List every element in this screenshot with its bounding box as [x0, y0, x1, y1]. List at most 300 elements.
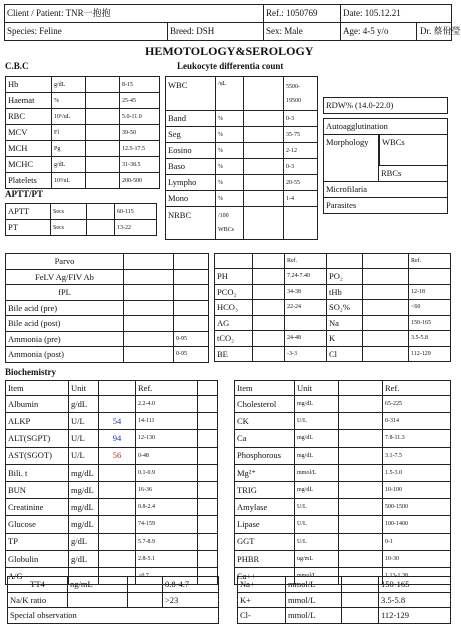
serology-ref: [174, 300, 209, 316]
gas-value-left: [253, 346, 285, 362]
serology-ref: [174, 285, 209, 301]
cbc-row: [6, 141, 160, 157]
leuko-value: [244, 143, 284, 159]
leuko-row: [166, 175, 318, 191]
electrolyte-table: [237, 576, 451, 624]
leuko-row: [166, 159, 318, 175]
biochem-right-item-header: Item: [235, 381, 295, 396]
page-title: HEMOTOLOGY&SEROLOGY: [145, 44, 314, 58]
cbc-row: [6, 157, 160, 173]
biochem-flag: [198, 396, 218, 413]
biochem-row: [235, 413, 451, 430]
thyroid-value: [128, 577, 163, 593]
gas-ref-header-right: Ref.: [409, 254, 451, 269]
biochem-unit: U/L: [295, 516, 339, 533]
gas-value-right: [363, 346, 409, 362]
biochem-unit: mg/dL: [69, 516, 99, 533]
biochem-value: 56: [99, 447, 136, 464]
gas-item-right: tHb: [327, 284, 363, 300]
cbc-value: [86, 125, 120, 141]
blood-gas-row: [215, 346, 451, 362]
biochem-unit: mg/dL: [295, 481, 339, 498]
cbc-unit: 10³/uL: [52, 173, 86, 189]
cbc-ref: 39-50: [120, 125, 160, 141]
gas-item-right: K: [327, 331, 363, 347]
cbc-value: [86, 173, 120, 189]
aptt-value: [87, 204, 115, 220]
biochem-ref: 0-48: [136, 447, 198, 464]
cbc-ref: 5.0-11.0: [120, 109, 160, 125]
biochem-ref: 0.8-2.4: [136, 499, 198, 516]
biochem-ref: 74-159: [136, 516, 198, 533]
electrolyte-item: K+: [238, 592, 286, 608]
biochem-flag: [198, 499, 218, 516]
gas-ref-right: 112-129: [409, 346, 451, 362]
leuko-ref: 2-12: [284, 143, 318, 159]
serology-row: [6, 300, 209, 316]
electrolyte-ref: 3.5-5.8: [379, 592, 451, 608]
biochem-value: [339, 396, 383, 413]
morphology-table-2: [323, 118, 448, 214]
serology-row: [6, 347, 209, 363]
biochem-item: Amylase: [235, 499, 295, 516]
gas-value-left: [253, 269, 285, 285]
biochem-value: [339, 533, 383, 550]
morphology-wbcs: [379, 135, 448, 166]
gas-item-left: PCO₂: [215, 284, 253, 300]
leuko-unit: %: [216, 159, 244, 175]
thyroid-ref: >23: [163, 592, 219, 608]
serology-item: Bile acid (post): [6, 316, 124, 332]
aptt-label: APTT/PT: [5, 189, 44, 199]
gas-item-left: BE: [215, 346, 253, 362]
gas-item-left: tCO₂: [215, 331, 253, 347]
biochem-value: 54: [99, 413, 136, 430]
parasites: Parasites: [324, 198, 448, 214]
electrolyte-unit: mmol/L: [286, 577, 342, 593]
cbc-value: [86, 141, 120, 157]
biochem-row: [235, 430, 451, 447]
gas-ref-right: 3.5-5.8: [409, 331, 451, 347]
biochem-row: [6, 413, 218, 430]
biochem-unit: mg/dL: [295, 447, 339, 464]
biochem-flag: [198, 430, 218, 447]
cbc-row: [6, 77, 160, 93]
biochem-item: ALT(SGPT): [6, 430, 69, 447]
leuko-value: [244, 127, 284, 143]
electrolyte-row: [238, 592, 451, 608]
biochem-unit: mmol/L: [295, 464, 339, 481]
biochem-row: [6, 447, 218, 464]
blood-gas-row: [215, 300, 451, 316]
biochem-item: Glucose: [6, 516, 69, 533]
leuko-ref: 20-55: [284, 175, 318, 191]
biochem-row: [6, 481, 218, 498]
leuko-label: Leukocyte differentia count: [177, 61, 284, 71]
biochem-value: [99, 481, 136, 498]
biochem-item: Mg²⁺: [235, 464, 295, 481]
biochem-unit: U/L: [69, 430, 99, 447]
header-table: [4, 4, 461, 41]
cbc-ref: 31-38.5: [120, 157, 160, 173]
biochem-value: [339, 430, 383, 447]
gas-value-right: [363, 331, 409, 347]
gas-item-left: PH: [215, 269, 253, 285]
electrolyte-ref: 112-129: [379, 608, 451, 624]
cbc-row: [6, 125, 160, 141]
serology-ref: [174, 316, 209, 332]
cbc-item: Hb: [6, 77, 52, 93]
leuko-row: [166, 111, 318, 127]
biochem-ref: 100-1400: [383, 516, 451, 533]
leuko-item: Baso: [166, 159, 216, 175]
leuko-item: Mono: [166, 191, 216, 207]
biochem-label: Biochemistry: [5, 367, 56, 377]
biochem-value: [339, 499, 383, 516]
biochem-value: [339, 464, 383, 481]
biochem-flag: [198, 481, 218, 498]
leuko-unit: %: [216, 111, 244, 127]
serology-row: [6, 285, 209, 301]
cbc-value: [86, 93, 120, 109]
blood-gas-table: [214, 253, 451, 362]
cbc-value: [86, 77, 120, 93]
serology-ref: 0-95: [174, 347, 209, 363]
cbc-ref: 25-45: [120, 93, 160, 109]
gas-ref-right: <60: [409, 300, 451, 316]
biochem-ref: 1.5-3.0: [383, 464, 451, 481]
aptt-unit: Secs: [51, 204, 87, 220]
electrolyte-item: Cl-: [238, 608, 286, 624]
cbc-unit: g/dL: [52, 77, 86, 93]
rdw: RDW% (14.0-22.0): [324, 98, 448, 114]
cbc-row: [6, 109, 160, 125]
biochem-item: Globulin: [6, 550, 69, 567]
gas-ref-right: 12-18: [409, 284, 451, 300]
biochem-ref: 1.13-1.38: [383, 567, 451, 584]
biochem-unit: g/dL: [69, 550, 99, 567]
biochem-item: Albumin: [6, 396, 69, 413]
biochem-row: [6, 533, 218, 550]
blood-gas-row: [215, 284, 451, 300]
biochem-row: [6, 499, 218, 516]
aptt-row: [6, 220, 157, 236]
biochem-unit-header: Unit: [69, 381, 99, 396]
serology-value: [124, 347, 174, 363]
aptt-item: APTT: [6, 204, 51, 220]
gas-value-right: [363, 300, 409, 316]
biochem-row: [6, 516, 218, 533]
aptt-unit: Secs: [51, 220, 87, 236]
wbcs-label: WBCs: [379, 135, 447, 165]
leuko-unit: %: [216, 191, 244, 207]
doctor-name: Dr. 蔡佾瑩: [420, 26, 461, 36]
aptt-row: [6, 204, 157, 220]
leuko-value: [244, 111, 284, 127]
gas-value-left: [253, 331, 285, 347]
gas-ref-header-left: Ref.: [285, 254, 327, 269]
thyroid-row: [8, 608, 219, 624]
electrolyte-ref: 150-165: [379, 577, 451, 593]
thyroid-value: [128, 592, 163, 608]
biochem-ref: 10-100: [383, 481, 451, 498]
cbc-unit: Fl: [52, 125, 86, 141]
leuko-wbc-unit: /uL: [216, 77, 244, 111]
biochem-row: [6, 396, 218, 413]
leuko-row: [166, 191, 318, 207]
biochem-row: [235, 464, 451, 481]
leuko-item: Band: [166, 111, 216, 127]
cbc-item: Haemat: [6, 93, 52, 109]
aptt-ref: 13-22: [115, 220, 157, 236]
microfilaria: Microfilaria: [324, 182, 448, 198]
electrolyte-row: [238, 608, 451, 624]
biochem-row: [235, 396, 451, 413]
gas-ref-left: 34-38: [285, 284, 327, 300]
blood-gas-row: [215, 315, 451, 331]
biochem-flag: [198, 516, 218, 533]
morphology-label: Morphology: [324, 135, 379, 166]
biochem-item-header: Item: [6, 381, 69, 396]
gas-value-right: [363, 269, 409, 285]
biochem-item: AST(SGOT): [6, 447, 69, 464]
electrolyte-value: [342, 592, 379, 608]
biochem-row: [235, 481, 451, 498]
serology-table: [5, 253, 209, 363]
biochem-row: [6, 430, 218, 447]
gas-item-right: SO₂%: [327, 300, 363, 316]
gas-item-right: PO₂: [327, 269, 363, 285]
biochem-item: Bili. t: [6, 464, 69, 481]
biochem-unit: g/dL: [69, 533, 99, 550]
biochem-unit: U/L: [69, 413, 99, 430]
blood-gas-row: [215, 331, 451, 347]
leuko-nrbc-unit: [216, 207, 244, 240]
biochem-value: [339, 516, 383, 533]
thyroid-table: [7, 576, 219, 624]
gas-value-left: [253, 284, 285, 300]
serology-item: fPL: [6, 285, 124, 301]
electrolyte-value: [342, 608, 379, 624]
leuko-ref: 0-3: [284, 159, 318, 175]
aptt-table: [5, 203, 157, 236]
aptt-value: [87, 220, 115, 236]
serology-row: [6, 254, 209, 270]
biochem-flag: [198, 447, 218, 464]
leuko-item: Lympho: [166, 175, 216, 191]
leuko-item: Seg: [166, 127, 216, 143]
biochem-row: [235, 447, 451, 464]
cbc-value: [86, 157, 120, 173]
serology-item: FeLV Ag/FIV Ab: [6, 269, 124, 285]
cbc-ref: 12.5-17.5: [120, 141, 160, 157]
biochem-value: [339, 550, 383, 567]
thyroid-item: TT4: [8, 577, 68, 593]
leuko-wbc-value: [244, 77, 284, 111]
cbc-ref: 200-500: [120, 173, 160, 189]
biochem-item: Phosphorous: [235, 447, 295, 464]
biochem-ref: 14-111: [136, 413, 198, 430]
cbc-item: RBC: [6, 109, 52, 125]
leuko-value: [244, 191, 284, 207]
leuko-wbc-ref2: 19500: [286, 97, 301, 104]
electrolyte-unit: mmol/L: [286, 592, 342, 608]
biochem-unit: mg/dL: [69, 499, 99, 516]
leuko-value: [244, 159, 284, 175]
biochem-unit: U/L: [69, 447, 99, 464]
biochem-item: TP: [6, 533, 69, 550]
leuko-unit: %: [216, 127, 244, 143]
biochem-item: PHBR: [235, 550, 295, 567]
leuko-ref: 1-4: [284, 191, 318, 207]
biochem-ref: 0-314: [383, 413, 451, 430]
biochem-unit: mg/dL: [295, 396, 339, 413]
biochem-item: GGT: [235, 533, 295, 550]
biochem-row: [6, 464, 218, 481]
cbc-value: [86, 109, 120, 125]
electrolyte-unit: mmol/L: [286, 608, 342, 624]
biochem-unit: U/L: [295, 533, 339, 550]
serology-value: [124, 300, 174, 316]
thyroid-row: [8, 592, 219, 608]
gas-item-right: Na: [327, 315, 363, 331]
thyroid-unit: ng/mL: [68, 577, 128, 593]
gas-ref-right: 150-165: [409, 315, 451, 331]
serology-ref: [174, 254, 209, 270]
serology-value: [124, 331, 174, 347]
biochem-ref: 10-30: [383, 550, 451, 567]
biochem-unit: ug/mL: [295, 550, 339, 567]
cbc-unit: %: [52, 93, 86, 109]
thyroid-ref: 0.8-4.7: [163, 577, 219, 593]
biochem-value: 94: [99, 430, 136, 447]
leuko-row: [166, 143, 318, 159]
biochem-ref: >0.7: [136, 567, 198, 584]
biochem-item: Cholesterol: [235, 396, 295, 413]
leuko-nrbc-unit2: WBCs: [218, 227, 235, 233]
serology-row: [6, 331, 209, 347]
biochem-value: [99, 516, 136, 533]
biochem-value: [99, 533, 136, 550]
leuko-value: [244, 175, 284, 191]
leuko-nrbc-unit1: /100: [218, 213, 229, 219]
cbc-table: [5, 76, 160, 189]
leuko-wbc-ref: [284, 77, 318, 111]
gas-item-left: HCO₃: [215, 300, 253, 316]
report-date: Date: 105.12.21: [341, 5, 452, 23]
thyroid-unit: [68, 592, 128, 608]
biochem-flag: [198, 464, 218, 481]
serology-item: Parvo: [6, 254, 124, 270]
biochem-item: Ca++: [235, 567, 295, 584]
serology-value: [124, 316, 174, 332]
client-patient: Client / Patient: TNR一抱抱: [5, 5, 264, 23]
biochem-ref: 65-225: [383, 396, 451, 413]
biochem-unit: mg/dL: [295, 430, 339, 447]
biochem-row: [235, 516, 451, 533]
biochem-value: [99, 550, 136, 567]
rbcs-label: RBCs: [379, 166, 448, 182]
serology-value: [124, 254, 174, 270]
serology-ref: 0-95: [174, 331, 209, 347]
biochem-value: [99, 464, 136, 481]
serology-ref: [174, 269, 209, 285]
gas-ref-left: 7.24-7.40: [285, 269, 327, 285]
biochem-right-table: [234, 380, 451, 585]
leuko-unit: %: [216, 175, 244, 191]
biochem-flag: [198, 550, 218, 567]
biochem-ref: 0-1: [383, 533, 451, 550]
biochem-left-table: [5, 380, 218, 585]
blood-gas-row: [215, 269, 451, 285]
cbc-row: [6, 93, 160, 109]
biochem-item: ALKP: [6, 413, 69, 430]
electrolyte-value: [342, 577, 379, 593]
gas-value-right: [363, 284, 409, 300]
leuko-row: [166, 127, 318, 143]
biochem-ref: 2.2-4.0: [136, 396, 198, 413]
leuko-item: Eosino: [166, 143, 216, 159]
biochem-unit: U/L: [295, 413, 339, 430]
serology-value: [124, 285, 174, 301]
serology-row: [6, 316, 209, 332]
serology-value: [124, 269, 174, 285]
leuko-nrbc-item: NRBC: [166, 207, 216, 240]
leuko-ref: 35-75: [284, 127, 318, 143]
biochem-ref: 12-130: [136, 430, 198, 447]
biochem-ref: 500-1500: [383, 499, 451, 516]
thyroid-item: Na/K ratio: [8, 592, 68, 608]
cbc-item: Platelets: [6, 173, 52, 189]
age: Age: 4-5 y/o: [341, 23, 417, 40]
gas-ref-right: [409, 269, 451, 285]
biochem-unit: mg/dL: [69, 464, 99, 481]
biochem-ref: 7.8-11.3: [383, 430, 451, 447]
gas-item-right: Cl: [327, 346, 363, 362]
biochem-unit: mg/dL: [69, 481, 99, 498]
biochem-item: TRIG: [235, 481, 295, 498]
breed: Breed: DSH: [168, 23, 264, 41]
cbc-ref: 8-15: [120, 77, 160, 93]
cbc-unit: 10⁶/uL: [52, 109, 86, 125]
biochem-item: Ca: [235, 430, 295, 447]
gas-ref-left: 22-24: [285, 300, 327, 316]
biochem-row: [235, 550, 451, 567]
biochem-flag: [198, 413, 218, 430]
cbc-item: MCV: [6, 125, 52, 141]
biochem-row: [235, 533, 451, 550]
serology-row: [6, 269, 209, 285]
special-observation: Special observation: [8, 608, 219, 624]
biochem-item: CK: [235, 413, 295, 430]
biochem-value: [99, 499, 136, 516]
electrolyte-item: Na+: [238, 577, 286, 593]
autoagglutination: Autoagglutination: [324, 119, 448, 135]
biochem-value: [339, 447, 383, 464]
biochem-right-ref-header: Ref.: [383, 381, 451, 396]
gas-value-left: [253, 315, 285, 331]
biochem-item: A/G: [6, 567, 69, 584]
biochem-value: [99, 396, 136, 413]
cbc-item: MCHC: [6, 157, 52, 173]
biochem-item: Creatinine: [6, 499, 69, 516]
biochem-item: Lipase: [235, 516, 295, 533]
aptt-item: PT: [6, 220, 51, 236]
biochem-item: BUN: [6, 481, 69, 498]
biochem-ref: 16-36: [136, 481, 198, 498]
biochem-value: [339, 413, 383, 430]
leuko-wbc-item: WBC: [166, 77, 216, 111]
